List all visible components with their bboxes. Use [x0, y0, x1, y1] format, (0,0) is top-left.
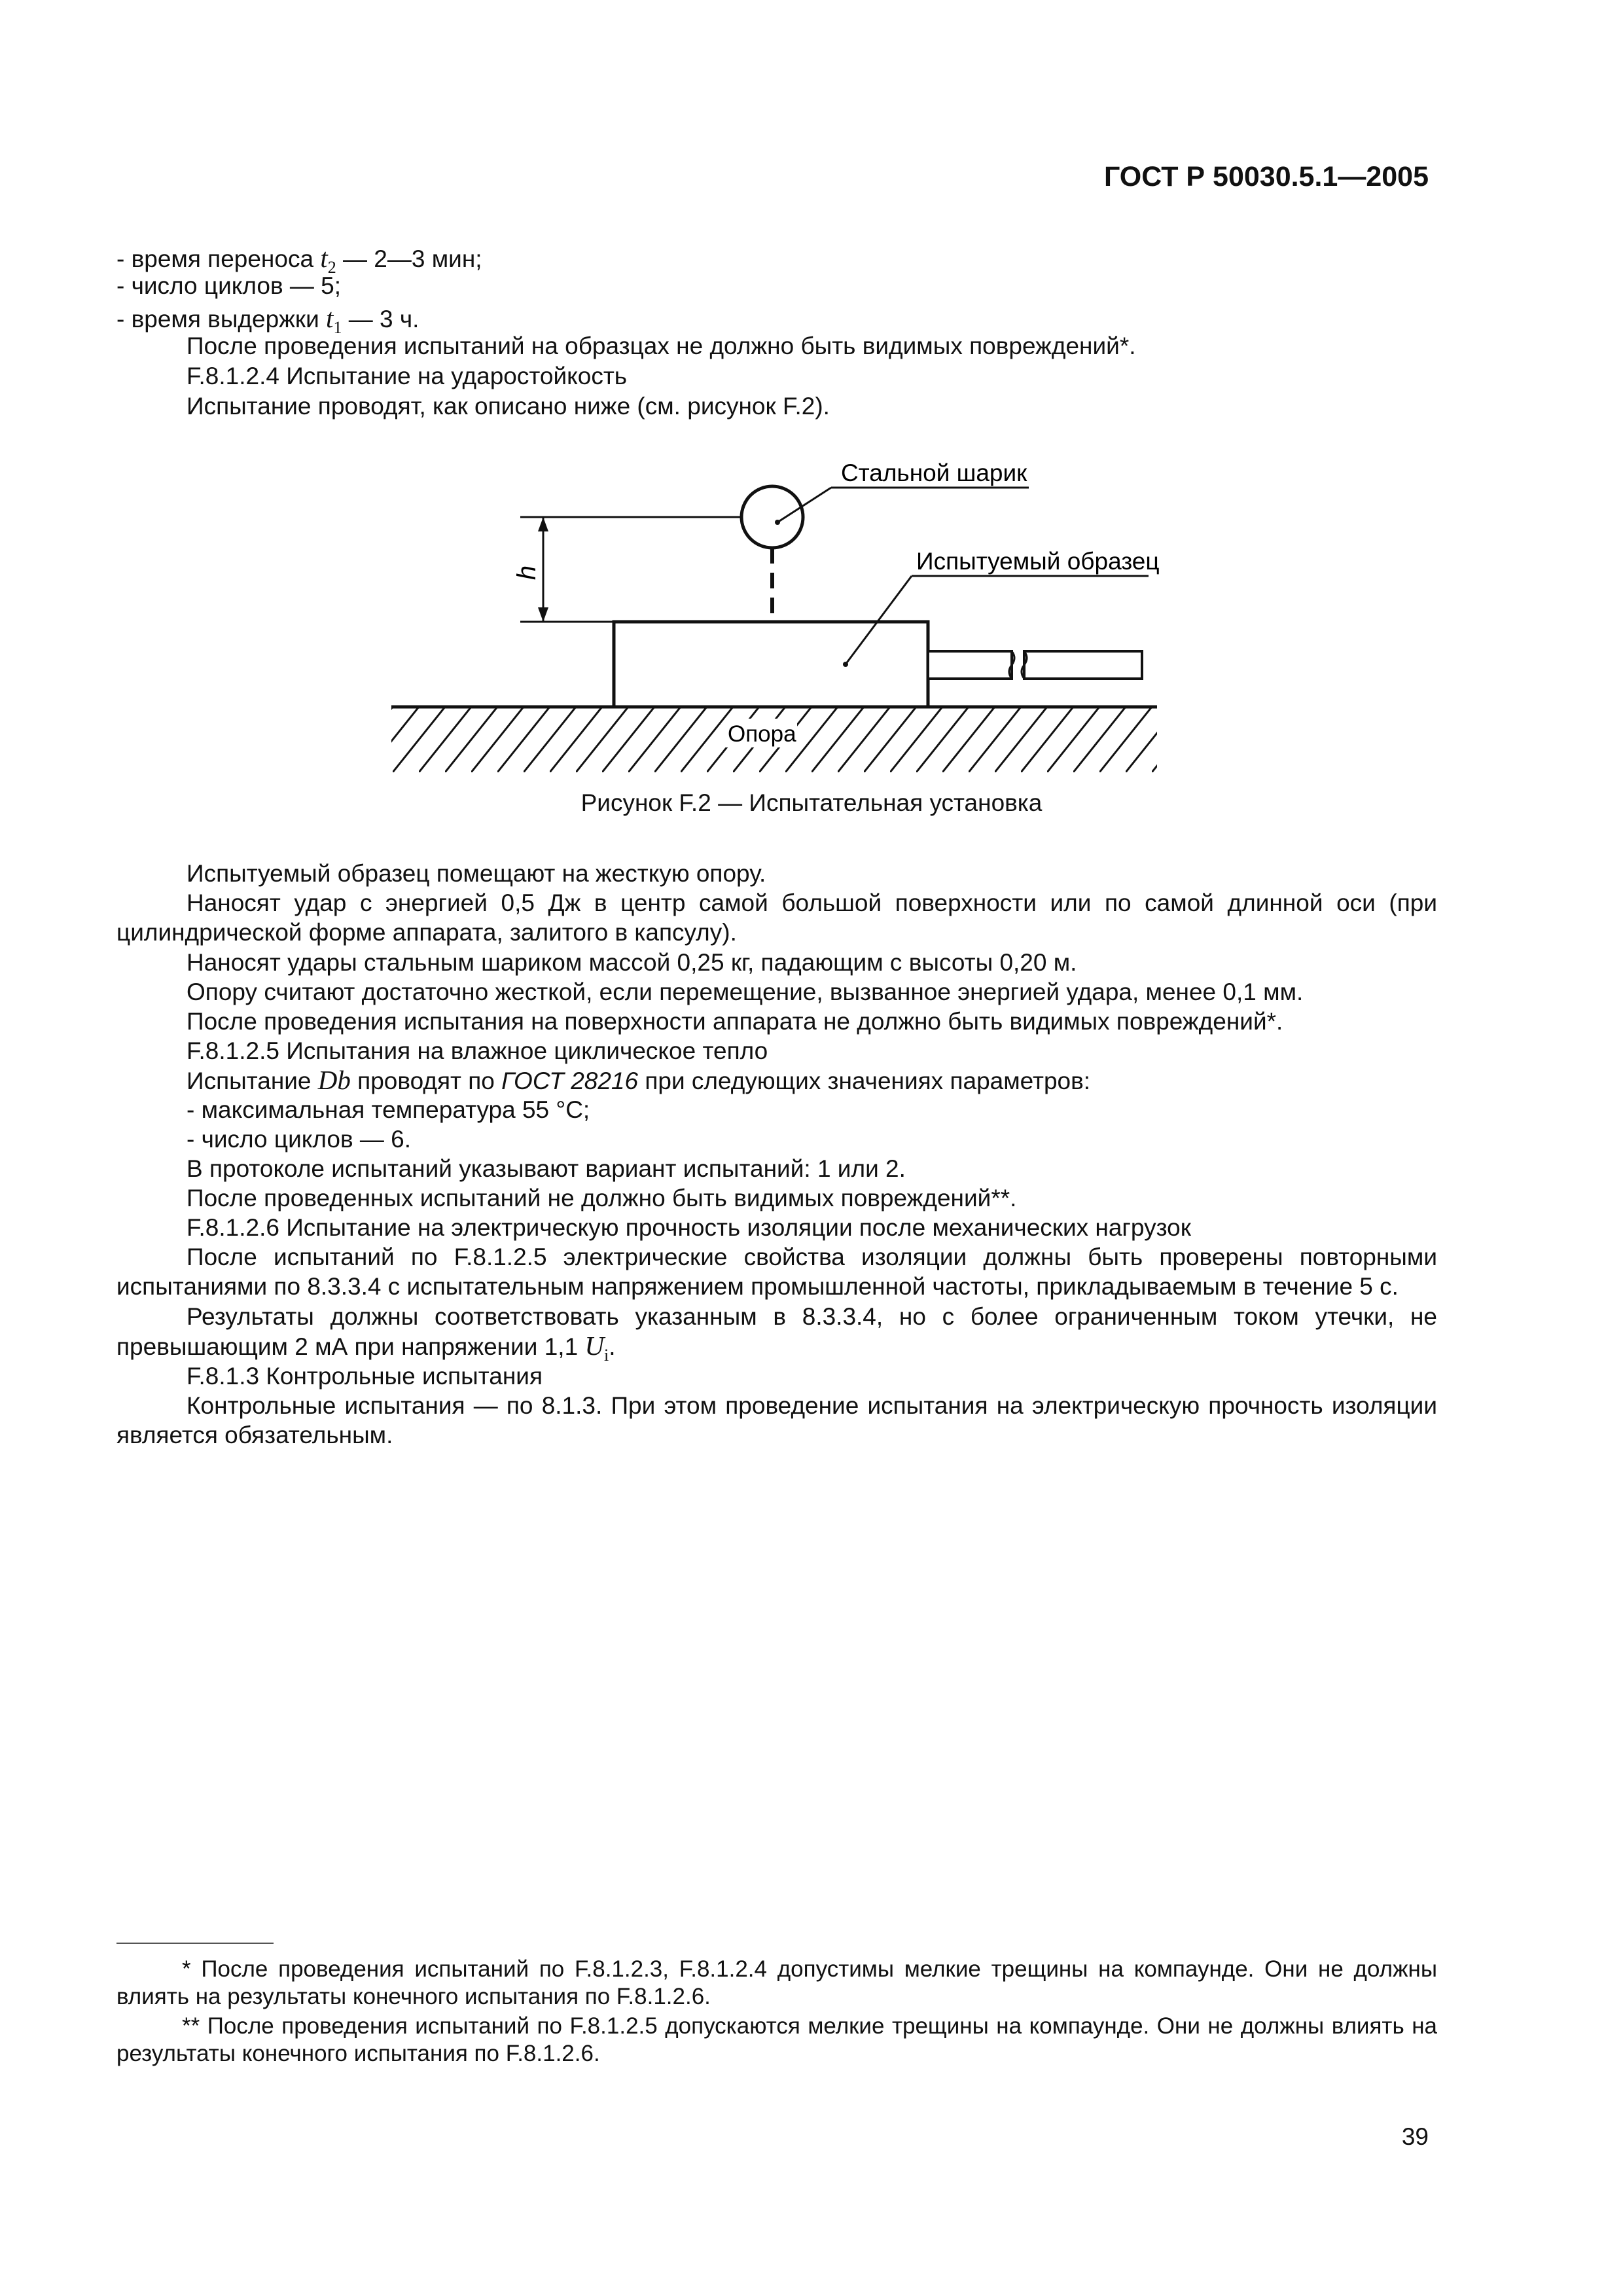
list-item-text: - время переноса	[116, 245, 321, 272]
paragraph-no-damage: После проведения испытаний на образцах не должно быть видимых повреждений*.	[187, 332, 1136, 359]
paragraph: Наносят удар с энергией 0,5 Дж в центр самой большой поверхности или по самой длинной оси (при цилиндрической форме аппарата, залитого в капсулу).	[116, 889, 1437, 946]
paragraph: Наносят удары стальным шариком массой 0,25 кг, падающим с высоты 0,20 м.	[187, 949, 1077, 976]
dimension-label-h: h	[512, 565, 541, 581]
math-variable: $U_i$	[584, 1331, 609, 1365]
label-test-sample: Испытуемый образец	[916, 548, 1160, 575]
section-heading: F.8.1.2.5 Испытания на влажное циклическое тепло	[187, 1037, 768, 1064]
paragraph-leakage: Результаты должны соответствовать указанным в 8.3.3.4, но с более ограниченным током утечки, не превышающим 2 мА при напряжении 1,1 $U_i$.	[116, 1303, 1437, 1365]
cable-right	[1024, 651, 1142, 679]
paragraph: После проведенных испытаний не должно быть видимых повреждений**.	[187, 1185, 1017, 1211]
list-item: - максимальная температура 55 °С;	[187, 1096, 590, 1123]
paragraph-method: Испытание проводят, как описано ниже (см. рисунок F.2).	[187, 393, 830, 420]
paragraph: В протоколе испытаний указывают вариант испытаний: 1 или 2.	[187, 1155, 906, 1182]
paragraph: Опору считают достаточно жесткой, если перемещение, вызванное энергией удара, менее 0,1 мм.	[187, 978, 1304, 1005]
test-setup-figure	[0, 445, 1623, 785]
paragraph: После проведения испытания на поверхности аппарата не должно быть видимых повреждений*.	[187, 1008, 1283, 1035]
steel-ball	[741, 486, 803, 548]
figure-caption: Рисунок F.2 — Испытательная установка	[580, 789, 1043, 816]
footnote-separator	[116, 1943, 274, 1944]
page-number: 39	[1401, 2123, 1429, 2150]
section-heading-impact: F.8.1.2.4 Испытание на ударостойкость	[187, 363, 628, 389]
sample-body	[614, 622, 928, 707]
label-steel-ball: Стальной шарик	[841, 459, 1027, 486]
label-support: Опора	[728, 721, 796, 747]
paragraph: После испытаний по F.8.1.2.5 электрические свойства изоляции должны быть проверены повторными испытаниями по 8.3.3.4 с испытательным напряжением промышленной частоты, прикладываемым в течение 5 с.	[116, 1244, 1437, 1300]
dimension-arrow-bottom	[538, 607, 548, 622]
list-item: - число циклов — 6.	[187, 1126, 412, 1153]
math-variable: Db	[317, 1065, 351, 1095]
math-variable: $t_1$	[326, 303, 342, 338]
list-item-text: - время выдержки	[116, 306, 327, 332]
paragraph: Испытуемый образец помещают на жесткую опору.	[187, 860, 766, 887]
standard-reference: ГОСТ 28216	[501, 1067, 639, 1094]
list-item-text: — 3 ч.	[342, 306, 419, 332]
footnote-2: ** После проведения испытаний по F.8.1.2.5 допускаются мелкие трещины на компаунде. Они не должны влиять на результаты конечного испытания по F.8.1.2.6.	[116, 2013, 1437, 2066]
math-variable: $t_2$	[320, 243, 336, 278]
paragraph: Контрольные испытания — по 8.1.3. При этом проведение испытания на электрическую прочность изоляции является обязательным.	[116, 1392, 1437, 1448]
list-item-text: — 2—3 мин;	[336, 245, 482, 272]
list-item-cycles: - число циклов — 5;	[116, 272, 342, 299]
section-heading: F.8.1.2.6 Испытание на электрическую прочность изоляции после механических нагрузок	[187, 1214, 1191, 1241]
section-heading: F.8.1.3 Контрольные испытания	[187, 1363, 543, 1390]
paragraph-db-test: Испытание Db проводят по ГОСТ 28216 при следующих значениях параметров:	[187, 1065, 1091, 1095]
footnote-1: * После проведения испытаний по F.8.1.2.3, F.8.1.2.4 допустимы мелкие трещины на компаунде. Они не должны влиять на результаты конечного испытания по F.8.1.2.6.	[116, 1956, 1437, 2009]
cable-left	[928, 651, 1012, 679]
dimension-arrow-top	[538, 517, 548, 531]
document-header: ГОСТ Р 50030.5.1—2005	[1103, 161, 1429, 192]
